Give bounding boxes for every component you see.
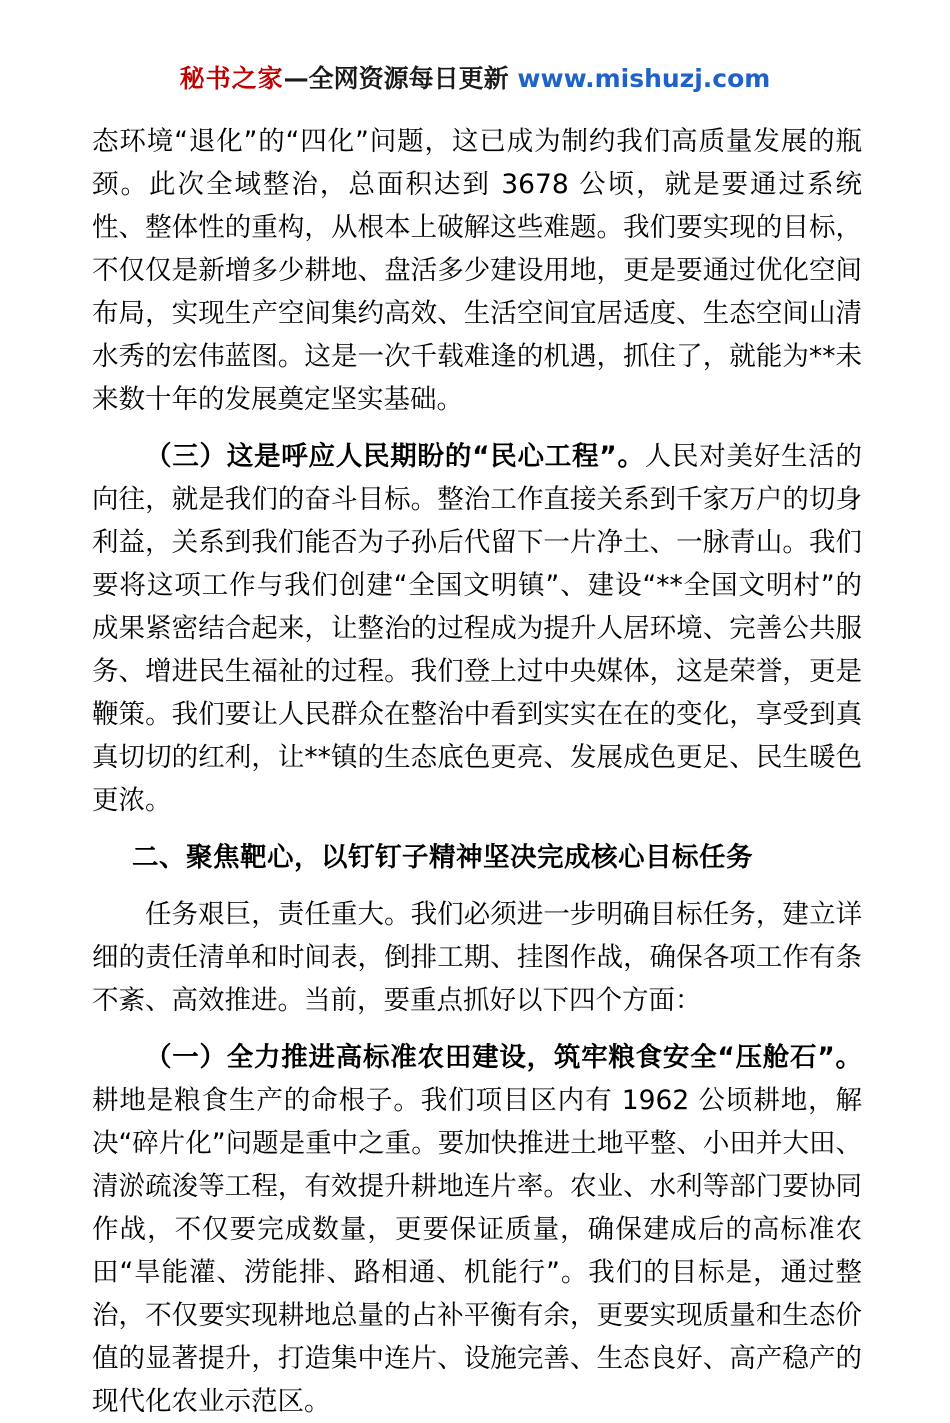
paragraph-4-lead: （一）全力推进高标准农田建设，筑牢粮食安全“压舱石”。 bbox=[145, 1042, 862, 1073]
paragraph-2 bbox=[92, 435, 862, 822]
paragraph-2-text: 人民对美好生活的向往，就是我们的奋斗目标。整治工作直接关系到千家万户的切身利益，关系到我们能否为子孙后代留下一片净土、一脉青山。我们要将这项工作与我们创建“全国文明镇”、建设“**全国文明村”的成果紧密结合起来，让整治的过程成为提升人居环境、完善公共服务、增进民生福祉的过程。我们登上过中央媒体，这是荣誉，更是鞭策。我们要让人民群众在整治中看到实实在在的变化，享受到真真切切的红利，让**镇的生态底色更亮、发展成色更足、民生暖色更浓。 bbox=[92, 441, 862, 816]
section-heading-2: 二、聚焦靶心，以钉钉子精神坚决完成核心目标任务 bbox=[132, 842, 753, 873]
paragraph-2-lead: （三）这是呼应人民期盼的“民心工程”。 bbox=[145, 441, 645, 472]
watermark-header bbox=[0, 0, 950, 94]
paragraph-3: 任务艰巨，责任重大。我们必须进一步明确目标任务，建立详细的责任清单和时间表，倒排工期、挂图作战，确保各项工作有条不紊、高效推进。当前，要重点抓好以下四个方面： bbox=[92, 899, 862, 1016]
watermark-site-name: 秘书之家 bbox=[179, 64, 284, 93]
watermark-tagline: —全网资源每日更新 bbox=[283, 64, 518, 93]
paragraph-1: 态环境“退化”的“四化”问题，这已成为制约我们高质量发展的瓶颈。此次全域整治，总面积达到 3678 公顷，就是要通过系统性、整体性的重构，从根本上破解这些难题。我们要实现的目标，不仅仅是新增多少耕地、盘活多少建设用地，更是要通过优化空间布局，实现生产空间集约高效、生活空间宜居适度、生态空间山清水秀的宏伟蓝图。这是一次千载难逢的机遇，抓住了，就能为**未来数十年的发展奠定坚实基础。 bbox=[92, 126, 862, 415]
watermark-url: www.mishuzj.com bbox=[517, 64, 771, 93]
document-body bbox=[92, 120, 862, 1423]
paragraph-4-text: 耕地是粮食生产的命根子。我们项目区内有 1962 公顷耕地，解决“碎片化”问题是重中之重。要加快推进土地平整、小田并大田、清淤疏浚等工程，有效提升耕地连片率。农业、水利等部门要协同作战，不仅要完成数量，更要保证质量，确保建成后的高标准农田“旱能灌、涝能排、路相通、机能行”。我们的目标是，通过整治，不仅要实现耕地总量的占补平衡有余，更要实现质量和生态价值的显著提升，打造集中连片、设施完善、生态良好、高产稳产的现代化农业示范区。 bbox=[92, 1085, 862, 1417]
paragraph-4 bbox=[92, 1036, 862, 1423]
